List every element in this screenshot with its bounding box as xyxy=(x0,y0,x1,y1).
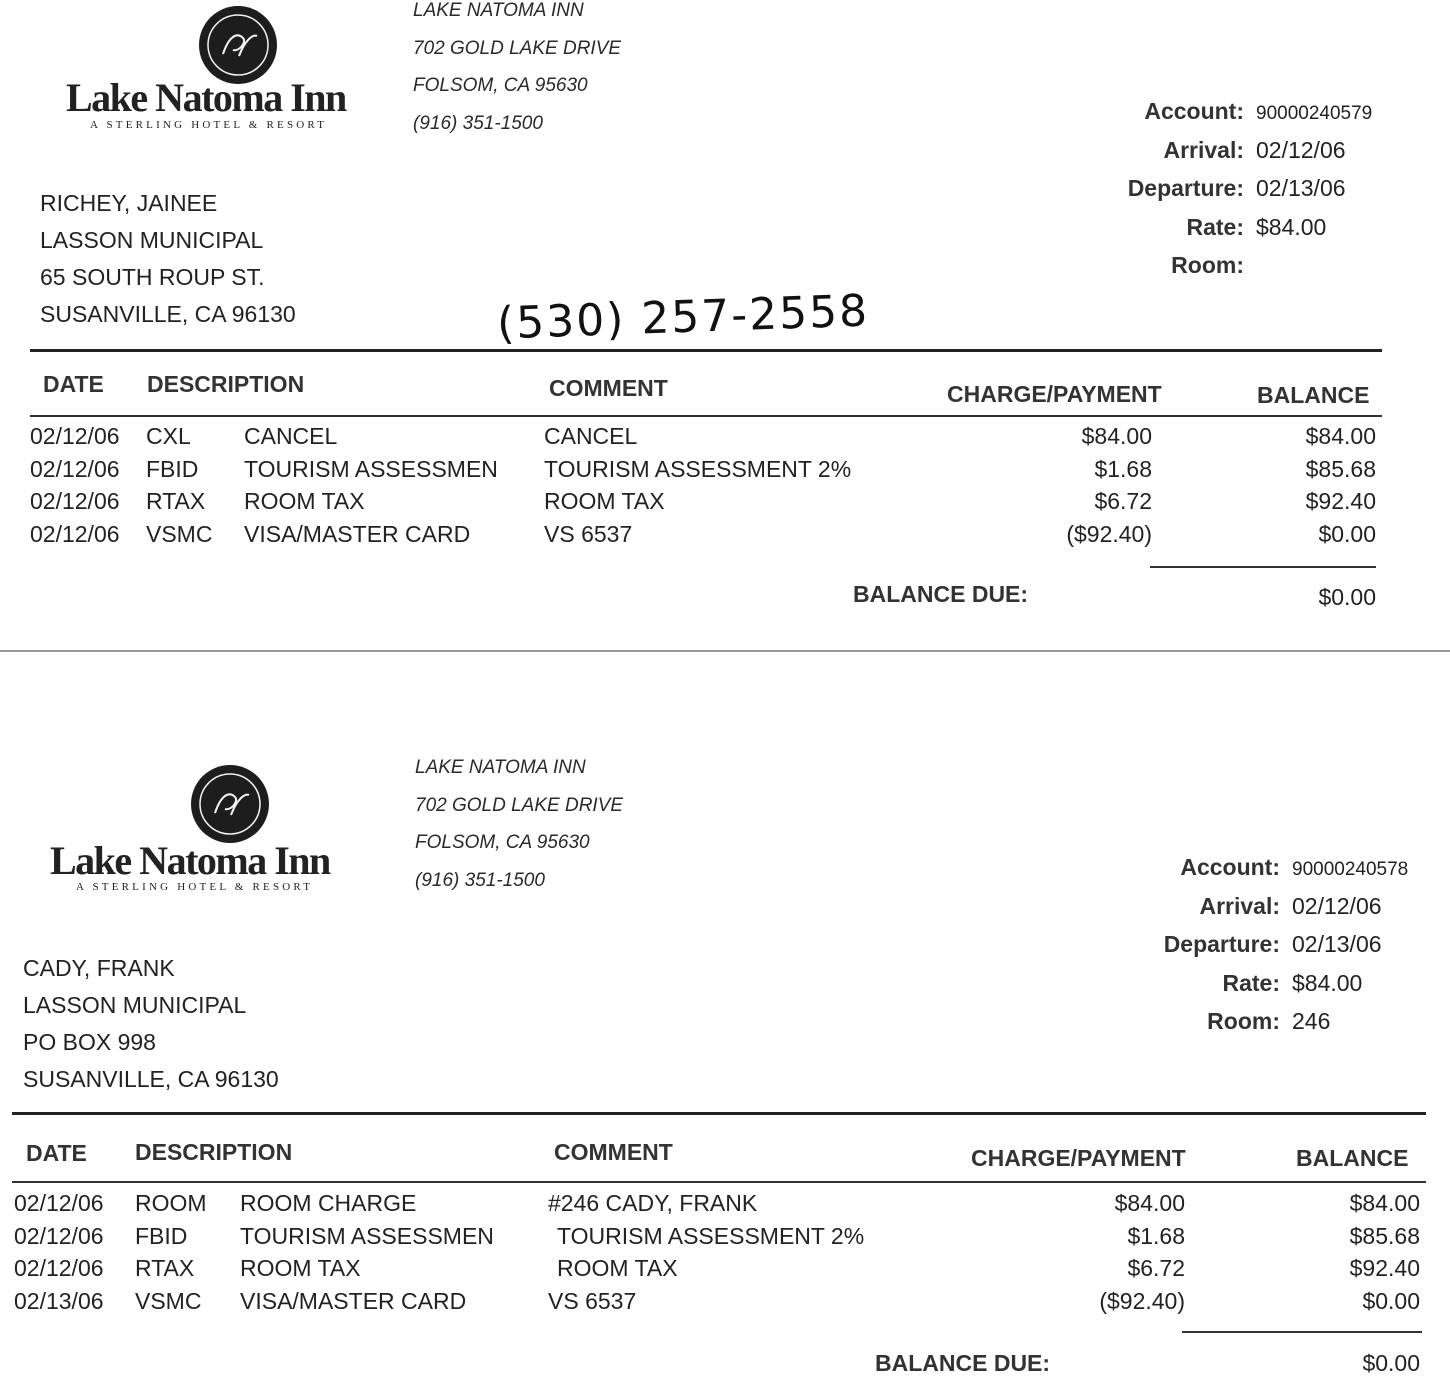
transaction-comment: TOURISM ASSESSMENT 2% xyxy=(557,1222,865,1249)
transaction-description: CANCEL xyxy=(244,423,338,449)
transaction-charge: $84.00 xyxy=(1081,423,1152,449)
rate-value: $84.00 xyxy=(1292,969,1363,996)
transaction-description: ROOM TAX xyxy=(244,488,365,514)
header-bottom-rule xyxy=(30,415,1382,417)
transaction-date: 02/12/06 xyxy=(14,1190,104,1216)
hotel-name: LAKE NATOMA INN xyxy=(415,757,586,778)
transaction-code: CXL xyxy=(146,423,191,449)
transaction-balance: $85.68 xyxy=(1349,1222,1420,1249)
transaction-balance: $85.68 xyxy=(1305,455,1376,482)
hotel-phone: (916) 351-1500 xyxy=(415,869,545,891)
hotel-logo-name: Lake Natoma Inn xyxy=(66,75,346,120)
account-details xyxy=(1120,848,1408,1041)
balance-due-label: BALANCE DUE: xyxy=(875,1350,1051,1376)
transaction-comment: ROOM TAX xyxy=(544,488,665,514)
transaction-charge: $6.72 xyxy=(1127,1255,1185,1281)
transaction-description: VISA/MASTER CARD xyxy=(244,520,471,547)
transaction-comment: VS 6537 xyxy=(544,520,633,547)
transaction-list xyxy=(0,420,1450,550)
transaction-date: 02/12/06 xyxy=(30,455,120,482)
arrival-date: 02/12/06 xyxy=(1292,892,1382,919)
transaction-charge: $6.72 xyxy=(1094,488,1152,514)
transaction-balance: $0.00 xyxy=(1362,1287,1420,1314)
rate-value: $84.00 xyxy=(1256,213,1327,240)
transaction-balance: $92.40 xyxy=(1349,1255,1420,1281)
departure-date: 02/13/06 xyxy=(1292,931,1382,957)
guest-address xyxy=(23,950,279,1098)
room-number: 246 xyxy=(1292,1008,1331,1034)
guest-company: LASSON MUNICIPAL xyxy=(23,992,247,1018)
transaction-code: FBID xyxy=(146,455,199,482)
guest-city: SUSANVILLE, CA 96130 xyxy=(23,1066,279,1092)
header-top-rule xyxy=(12,1112,1426,1115)
column-header-date: DATE xyxy=(43,371,104,397)
guest-address xyxy=(40,185,296,333)
hotel-logo-emblem-icon xyxy=(191,765,269,843)
guest-name: CADY, FRANK xyxy=(23,955,175,981)
column-header-comment: COMMENT xyxy=(554,1139,673,1165)
header-bottom-rule xyxy=(12,1181,1426,1183)
column-header-charge: CHARGE/PAYMENT xyxy=(947,381,1162,407)
transaction-code: VSMC xyxy=(146,520,213,547)
transaction-charge: ($92.40) xyxy=(1066,520,1152,547)
transaction-code: ROOM xyxy=(135,1190,207,1216)
guest-name: RICHEY, JAINEE xyxy=(40,190,218,216)
arrival-label: Arrival: xyxy=(1163,136,1244,163)
hotel-city: FOLSOM, CA 95630 xyxy=(413,75,588,96)
hotel-street: 702 GOLD LAKE DRIVE xyxy=(415,794,624,816)
column-header-balance: BALANCE xyxy=(1296,1145,1409,1171)
departure-label: Departure: xyxy=(1127,175,1244,201)
transaction-date: 02/12/06 xyxy=(30,488,120,514)
account-number: 90000240578 xyxy=(1292,859,1409,880)
page-separator xyxy=(0,650,1450,652)
rate-label: Rate: xyxy=(1186,213,1244,240)
transaction-balance: $84.00 xyxy=(1305,423,1376,449)
transaction-row xyxy=(0,1187,1450,1220)
transaction-charge: $84.00 xyxy=(1114,1190,1185,1216)
arrival-label: Arrival: xyxy=(1199,892,1280,919)
hotel-street: 702 GOLD LAKE DRIVE xyxy=(413,37,622,59)
transaction-code: VSMC xyxy=(135,1287,202,1314)
column-header-comment: COMMENT xyxy=(549,375,668,401)
transaction-code: RTAX xyxy=(146,488,206,514)
column-header-balance: BALANCE xyxy=(1257,382,1370,408)
transaction-comment: VS 6537 xyxy=(548,1287,637,1314)
transaction-description: VISA/MASTER CARD xyxy=(240,1287,467,1314)
transaction-description: TOURISM ASSESSMEN xyxy=(240,1222,494,1249)
hotel-logo-name: Lake Natoma Inn xyxy=(50,838,330,883)
transaction-balance: $0.00 xyxy=(1318,520,1376,547)
departure-label: Departure: xyxy=(1163,931,1280,957)
column-header-description: DESCRIPTION xyxy=(147,371,305,397)
transaction-row xyxy=(0,453,1450,486)
transaction-row xyxy=(0,1220,1450,1253)
balance-due-value: $0.00 xyxy=(1362,1350,1420,1376)
handwritten-phone-number: (530) 257-2558 xyxy=(496,285,870,350)
transaction-charge: $1.68 xyxy=(1094,455,1152,482)
transaction-comment: ROOM TAX xyxy=(557,1255,678,1281)
account-number: 90000240579 xyxy=(1256,103,1373,124)
transaction-date: 02/12/06 xyxy=(14,1255,104,1281)
account-label: Account: xyxy=(1144,98,1244,124)
column-header-description: DESCRIPTION xyxy=(135,1139,293,1165)
transaction-description: ROOM CHARGE xyxy=(240,1190,417,1216)
transaction-list xyxy=(0,1187,1450,1317)
transaction-date: 02/13/06 xyxy=(14,1287,104,1314)
guest-company: LASSON MUNICIPAL xyxy=(40,227,264,253)
transaction-row xyxy=(0,518,1450,551)
transaction-charge: $1.68 xyxy=(1127,1222,1185,1249)
hotel-logo-tagline: A STERLING HOTEL & RESORT xyxy=(90,119,328,131)
room-label: Room: xyxy=(1207,1008,1280,1034)
account-label: Account: xyxy=(1180,854,1280,880)
guest-city: SUSANVILLE, CA 96130 xyxy=(40,301,296,327)
transaction-date: 02/12/06 xyxy=(14,1222,104,1249)
room-label: Room: xyxy=(1171,252,1244,278)
rate-label: Rate: xyxy=(1222,969,1280,996)
transaction-date: 02/12/06 xyxy=(30,520,120,547)
transaction-comment: TOURISM ASSESSMENT 2% xyxy=(544,455,852,482)
column-header-charge: CHARGE/PAYMENT xyxy=(971,1145,1186,1171)
hotel-address xyxy=(413,0,621,142)
transaction-row xyxy=(0,420,1450,453)
balance-rule xyxy=(1150,566,1376,568)
guest-street: PO BOX 998 xyxy=(23,1029,156,1055)
transaction-code: FBID xyxy=(135,1222,188,1249)
hotel-logo-tagline: A STERLING HOTEL & RESORT xyxy=(76,881,314,893)
transaction-comment: CANCEL xyxy=(544,423,638,449)
transaction-comment: #246 CADY, FRANK xyxy=(548,1190,758,1216)
transaction-balance: $84.00 xyxy=(1349,1190,1420,1216)
folio-receipt-cady xyxy=(0,755,1450,1395)
hotel-logo-emblem-icon xyxy=(199,6,277,84)
balance-due-label: BALANCE DUE: xyxy=(853,581,1029,607)
balance-due-value: $0.00 xyxy=(1318,584,1376,610)
transaction-balance: $92.40 xyxy=(1305,488,1376,514)
guest-street: 65 SOUTH ROUP ST. xyxy=(40,264,265,290)
departure-date: 02/13/06 xyxy=(1256,175,1346,201)
hotel-name: LAKE NATOMA INN xyxy=(413,0,584,21)
hotel-phone: (916) 351-1500 xyxy=(413,112,543,134)
transaction-row xyxy=(0,1252,1450,1285)
transaction-row xyxy=(0,1285,1450,1318)
hotel-address xyxy=(415,749,623,899)
account-details xyxy=(1090,92,1372,285)
folio-receipt-richey xyxy=(0,0,1450,640)
arrival-date: 02/12/06 xyxy=(1256,136,1346,163)
transaction-code: RTAX xyxy=(135,1255,195,1281)
transaction-description: TOURISM ASSESSMEN xyxy=(244,455,498,482)
balance-rule xyxy=(1182,1331,1422,1333)
transaction-row xyxy=(0,485,1450,518)
transaction-date: 02/12/06 xyxy=(30,423,120,449)
transaction-description: ROOM TAX xyxy=(240,1255,361,1281)
header-top-rule xyxy=(30,349,1382,352)
column-header-date: DATE xyxy=(26,1140,87,1166)
hotel-city: FOLSOM, CA 95630 xyxy=(415,832,590,853)
transaction-charge: ($92.40) xyxy=(1099,1287,1185,1314)
